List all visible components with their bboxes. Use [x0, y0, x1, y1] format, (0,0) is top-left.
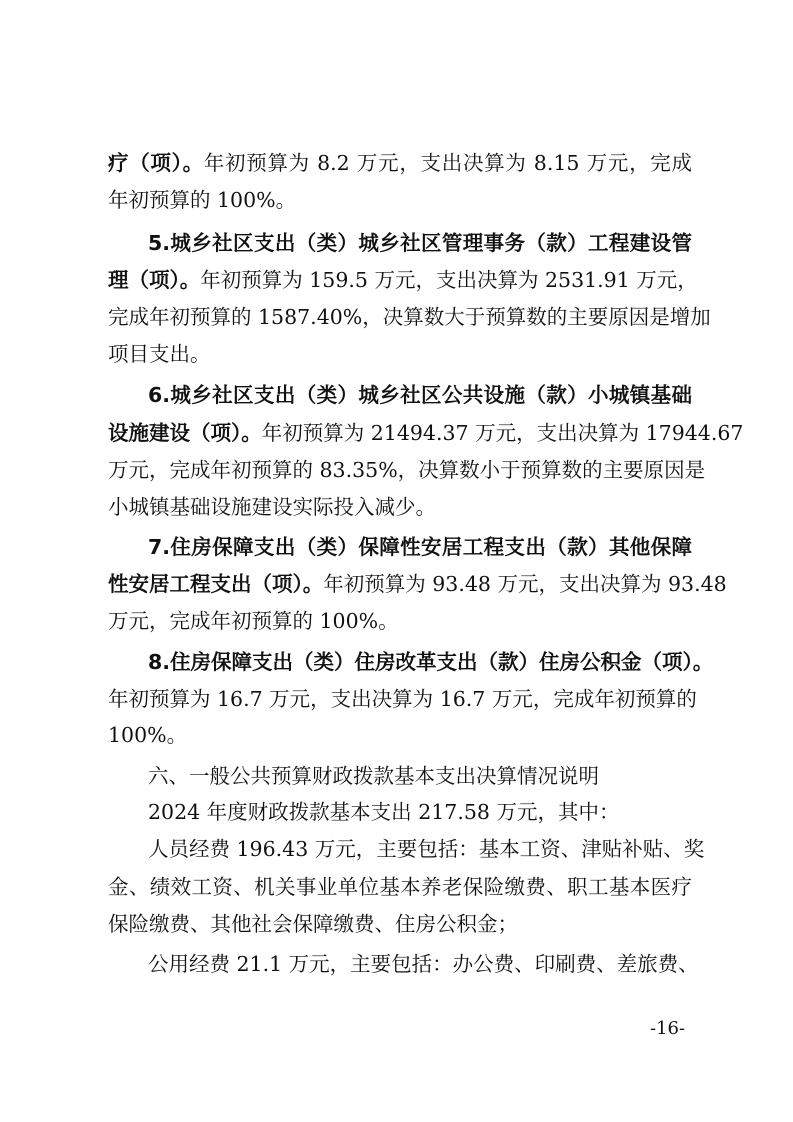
body-line: 年初预算的 100%。 — [108, 188, 297, 212]
body-line: 100%。 — [108, 723, 188, 747]
body-line: 性安居工程支出（项）。年初预算为 93.48 万元，支出决算为 93.48 — [108, 572, 727, 596]
body-line: 公用经费 21.1 万元，主要包括：办公费、印刷费、差旅费、 — [148, 952, 699, 976]
section-heading: 8.住房保障支出（类）住房改革支出（款）住房公积金（项）。 — [148, 650, 714, 674]
body-line: 2024 年度财政拨款基本支出 217.58 万元，其中： — [148, 800, 620, 824]
body-line: 项目支出。 — [108, 342, 211, 366]
body-line: 小城镇基础设施建设实际投入减少。 — [108, 495, 436, 519]
page-number: -16- — [650, 1018, 686, 1039]
body-line: 年初预算为 16.7 万元，支出决算为 16.7 万元，完成年初预算的 — [108, 687, 697, 711]
section-title: 六、一般公共预算财政拨款基本支出决算情况说明 — [148, 764, 599, 788]
body-line: 万元，完成年初预算的 83.35%，决算数小于预算数的主要原因是 — [108, 458, 706, 482]
section-heading: 5.城乡社区支出（类）城乡社区管理事务（款）工程建设管 — [148, 231, 692, 255]
body-line: 疗（项）。年初预算为 8.2 万元，支出决算为 8.15 万元，完成 — [108, 151, 692, 175]
body-line: 保险缴费、其他社会保障缴费、住房公积金； — [108, 912, 518, 936]
body-line: 设施建设（项）。年初预算为 21494.37 万元，支出决算为 17944.67 — [108, 421, 744, 445]
body-line: 金、绩效工资、机关事业单位基本养老保险缴费、职工基本医疗 — [108, 875, 692, 899]
body-line: 完成年初预算的 1587.40%，决算数大于预算数的主要原因是增加 — [108, 305, 711, 329]
section-heading: 6.城乡社区支出（类）城乡社区公共设施（款）小城镇基础 — [148, 383, 692, 407]
body-line: 理（项）。年初预算为 159.5 万元，支出决算为 2531.91 万元， — [108, 268, 698, 292]
section-heading: 7.住房保障支出（类）保障性安居工程支出（款）其他保障 — [148, 535, 692, 559]
body-line: 万元，完成年初预算的 100%。 — [108, 609, 399, 633]
body-line: 人员经费 196.43 万元，主要包括：基本工资、津贴补贴、奖 — [148, 837, 705, 861]
